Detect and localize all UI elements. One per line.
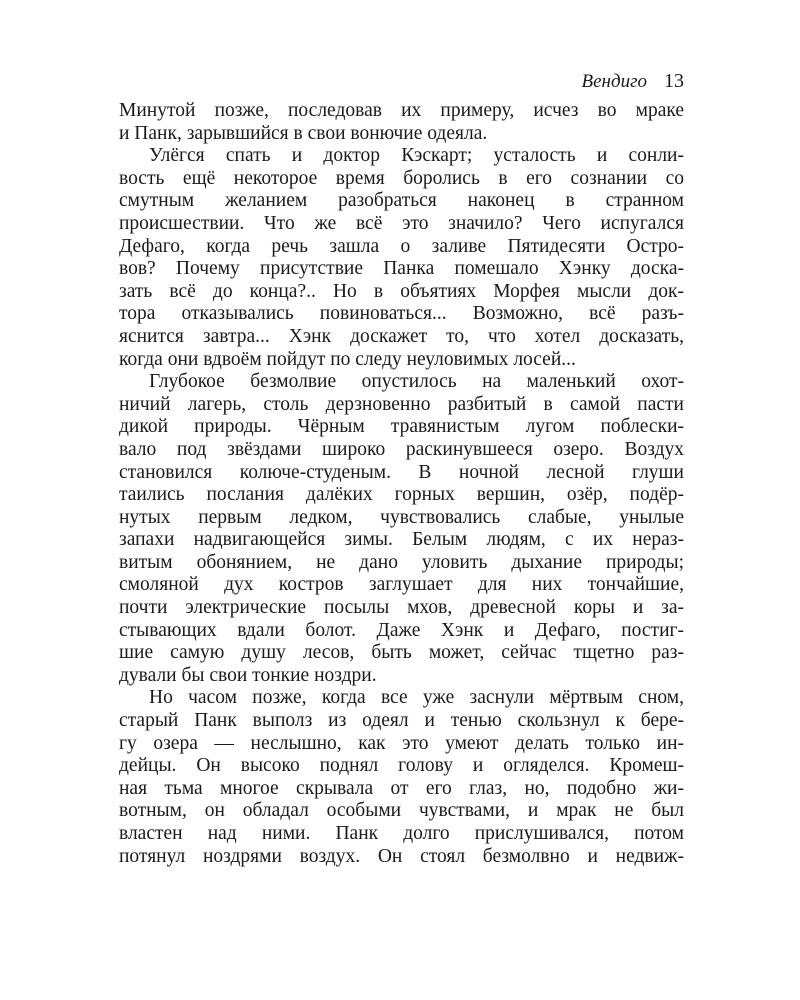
body-text: [119, 100, 684, 868]
text-line: когда они вдвоём пойдут по следу неуловимых лосей...: [119, 348, 576, 370]
book-page: [119, 70, 684, 868]
text-line: Но часом позже, когда все уже заснули мёртвым сном,: [149, 687, 684, 709]
text-line: гу озера — неслышно, как это умеют делать только ин-: [119, 732, 684, 754]
text-line: вость ещё некоторое время боролись в его сознании со: [119, 167, 684, 189]
text-line: и Панк, зарывшийся в свои вонючие одеяла.: [119, 122, 488, 144]
text-line: запахи надвигающейся зимы. Белым людям, с их нераз-: [119, 529, 684, 551]
text-line: дували бы свои тонкие ноздри.: [119, 664, 377, 686]
running-header: [119, 70, 684, 100]
text-line: витым обонянием, не дано уловить дыхание природы;: [119, 551, 684, 573]
text-line: становился колюче-студеным. В ночной лесной глуши: [119, 461, 684, 483]
text-line: яснится завтра... Хэнк доскажет то, что хотел досказать,: [119, 325, 684, 347]
text-line: стывающих вдали болот. Даже Хэнк и Дефаго, постиг-: [119, 619, 684, 641]
text-line: Улёгся спать и доктор Кэскарт; усталость и сонли-: [149, 145, 684, 167]
text-line: старый Панк выполз из одеял и тенью скользнул к бере-: [119, 710, 684, 732]
text-line: дейцы. Он высоко поднял голову и огляделся. Кромеш-: [119, 755, 684, 777]
text-line: происшествии. Что же всё это значило? Чего испугался: [119, 212, 684, 234]
text-line: Минутой позже, последовав их примеру, исчез во мраке: [119, 100, 684, 121]
text-line: нутых первым ледком, чувствовались слабые, унылые: [119, 506, 684, 528]
text-line: вотным, он обладал особыми чувствами, и мрак не был: [119, 800, 684, 822]
text-line: зать всё до конца?.. Но в объятиях Морфея мысли док-: [119, 280, 684, 302]
page-number: 13: [664, 70, 684, 92]
text-line: ничий лагерь, столь дерзновенно разбитый в самой пасти: [119, 393, 684, 415]
text-line: почти электрические посылы мхов, древесной коры и за-: [119, 597, 684, 619]
text-line: ная тьма многое скрывала от его глаз, но, подобно жи-: [119, 777, 684, 799]
text-line: вало под звёздами широко раскинувшееся озеро. Воздух: [119, 438, 684, 460]
text-line: потянул ноздрями воздух. Он стоял безмолвно и недвиж-: [119, 845, 684, 867]
text-line: Дефаго, когда речь зашла о заливе Пятидесяти Остро-: [119, 235, 684, 257]
text-line: тора отказывались повиноваться... Возможно, всё разъ-: [119, 303, 684, 325]
text-line: смутным желанием разобраться наконец в странном: [119, 190, 684, 212]
text-line: смоляной дух костров заглушает для них тончайшие,: [119, 574, 684, 596]
text-line: властен над ними. Панк долго прислушивался, потом: [119, 823, 684, 844]
text-line: Глубокое безмолвие опустилось на маленький охот-: [149, 371, 684, 393]
running-title: Вендиго: [581, 71, 647, 92]
text-line: дикой природы. Чёрным травянистым лугом поблески-: [119, 416, 684, 438]
text-line: вов? Почему присутствие Панка помешало Хэнку доска-: [119, 258, 684, 280]
text-line: шие самую душу лесов, быть может, сейчас тщетно раз-: [119, 642, 684, 664]
text-line: таились послания далёких горных вершин, озёр, подёр-: [119, 484, 684, 506]
